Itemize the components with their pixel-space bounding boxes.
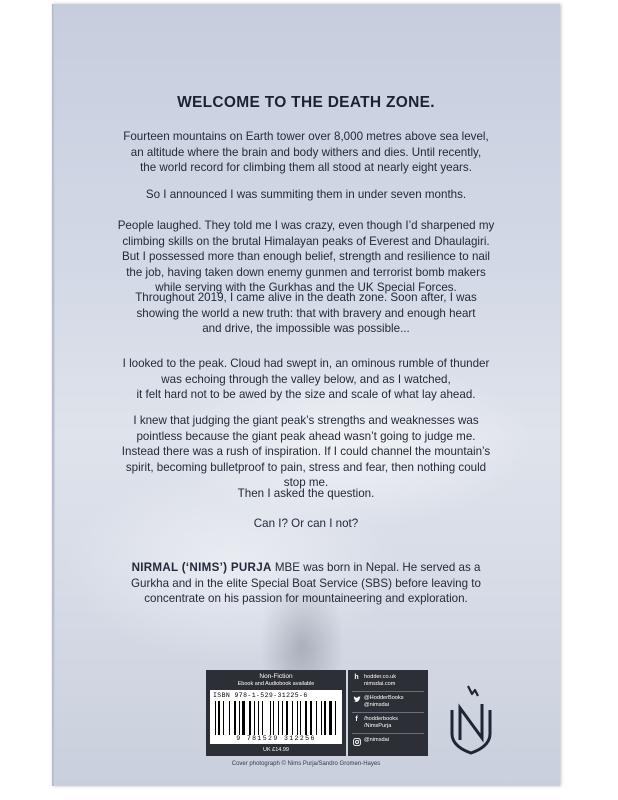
barcode-bar: [297, 701, 298, 735]
blurb-paragraph-3: People laughed. They told me I was crazy, even though I’d sharpened my climbing skills on the brutal Himalayan peaks of Everest and Dhaulagiri. But I possessed more than enough belief, strength and resilience to nail the job, having taken down enemy gunmen and terrorist bomb makers while serving with the Gurkhas and the UK Special Forces.: [117, 219, 495, 294]
isbn-text: ISBN 978-1-529-31225-6: [213, 692, 308, 699]
formats-label: Ebook and Audiobook available: [237, 681, 315, 687]
excerpt-paragraph-2: I knew that judging the giant peak’s strengths and weaknesses was pointless because the giant peak ahead wasn’t going to judge me. Instead there was a rush of inspiration. If I could channel the mountain’s spirit, becoming bulletproof to pain, stress and fear, then nothing could stop me.: [121, 414, 491, 489]
barcode-digits: 9 781529 312256: [236, 735, 316, 742]
barcode-bar: [218, 701, 220, 735]
divider: [352, 733, 424, 734]
divider: [352, 691, 424, 692]
barcode-bar: [282, 701, 283, 735]
facebook-icon: f: [355, 716, 358, 724]
barcode-bar: [242, 701, 245, 735]
barcode-bar: [335, 701, 336, 735]
book-back-cover: [52, 4, 560, 786]
twitter-row: @HodderBooks @nimsdai: [352, 695, 425, 708]
barcode-bar: [321, 701, 322, 735]
blurb-paragraph-1: Fourteen mountains on Earth tower over 8,000 metres above sea level, an altitude where the brain and body withers and dies. Until recently, the world record for climbing them all stood at nearly eight years.: [123, 130, 489, 174]
genre-label: Non-Fiction: [259, 673, 293, 680]
barcode-bar: [229, 701, 230, 735]
barcode-panel: [206, 670, 346, 756]
barcode-bar: [324, 701, 326, 735]
barcode-bar: [223, 701, 224, 735]
divider: [352, 712, 424, 713]
barcode-bars: [215, 701, 337, 735]
barcode-bar: [316, 701, 317, 735]
barcode-bar: [239, 701, 240, 735]
barcode-bar: [258, 701, 259, 735]
author-name: NIRMAL (‘NIMS’) PURJA: [131, 561, 272, 574]
instagram-icon: [352, 737, 361, 746]
barcode-bar: [329, 701, 332, 735]
headline: WELCOME TO THE DEATH ZONE.: [177, 94, 435, 111]
barcode-bar: [273, 701, 274, 735]
hodder-h-icon: h: [354, 674, 359, 682]
instagram-row: @nimsdai: [352, 737, 425, 746]
facebook-row: f /hodderbooks /NimsPurja: [352, 716, 425, 729]
barcode-box: [210, 690, 342, 744]
web-row: h hodder.co.uk nimsdai.com: [352, 674, 425, 687]
social-panel: [348, 670, 428, 756]
blurb-paragraph-2: So I announced I was summiting them in under seven months.: [145, 188, 467, 201]
nims-logo-icon: [444, 684, 498, 756]
barcode-bar: [286, 701, 289, 735]
photo-credit: Cover photograph © Nims Purja/Sandro Gromen-Hayes: [231, 761, 381, 767]
barcode-bar: [292, 701, 293, 735]
excerpt-paragraph-1: I looked to the peak. Cloud had swept in, an ominous rumble of thunder was echoing through the valley below, and as I watched, it felt hard not to be awed by the size and scale of what lay ahead.: [122, 357, 490, 401]
author-bio: NIRMAL (‘NIMS’) PURJA MBE was born in Nepal. He served as a Gurkha and in the elite Special Boat Service (SBS) before leaving to concentrate on his passion for mountaineering and exploration.: [131, 561, 481, 605]
barcode-bar: [305, 701, 307, 735]
price-label: UK £14.99: [263, 747, 289, 753]
twitter-icon: [352, 695, 361, 704]
barcode-bar: [234, 701, 236, 735]
barcode-bar: [215, 701, 216, 735]
barcode-bar: [262, 701, 264, 735]
excerpt-paragraph-4: Can I? Or can I not?: [253, 517, 359, 530]
blurb-paragraph-4: Throughout 2019, I came alive in the death zone. Soon after, I was showing the world a new truth: that with bravery and enough heart and drive, the impossible was possible...: [135, 291, 477, 335]
excerpt-paragraph-3: Then I asked the question.: [237, 487, 375, 500]
barcode-bar: [310, 701, 313, 735]
barcode-bar: [270, 701, 271, 735]
barcode-bar: [278, 701, 279, 735]
cover-edge: [52, 4, 55, 786]
barcode-bar: [300, 701, 301, 735]
barcode-bar: [249, 701, 251, 735]
barcode-bar: [254, 701, 255, 735]
